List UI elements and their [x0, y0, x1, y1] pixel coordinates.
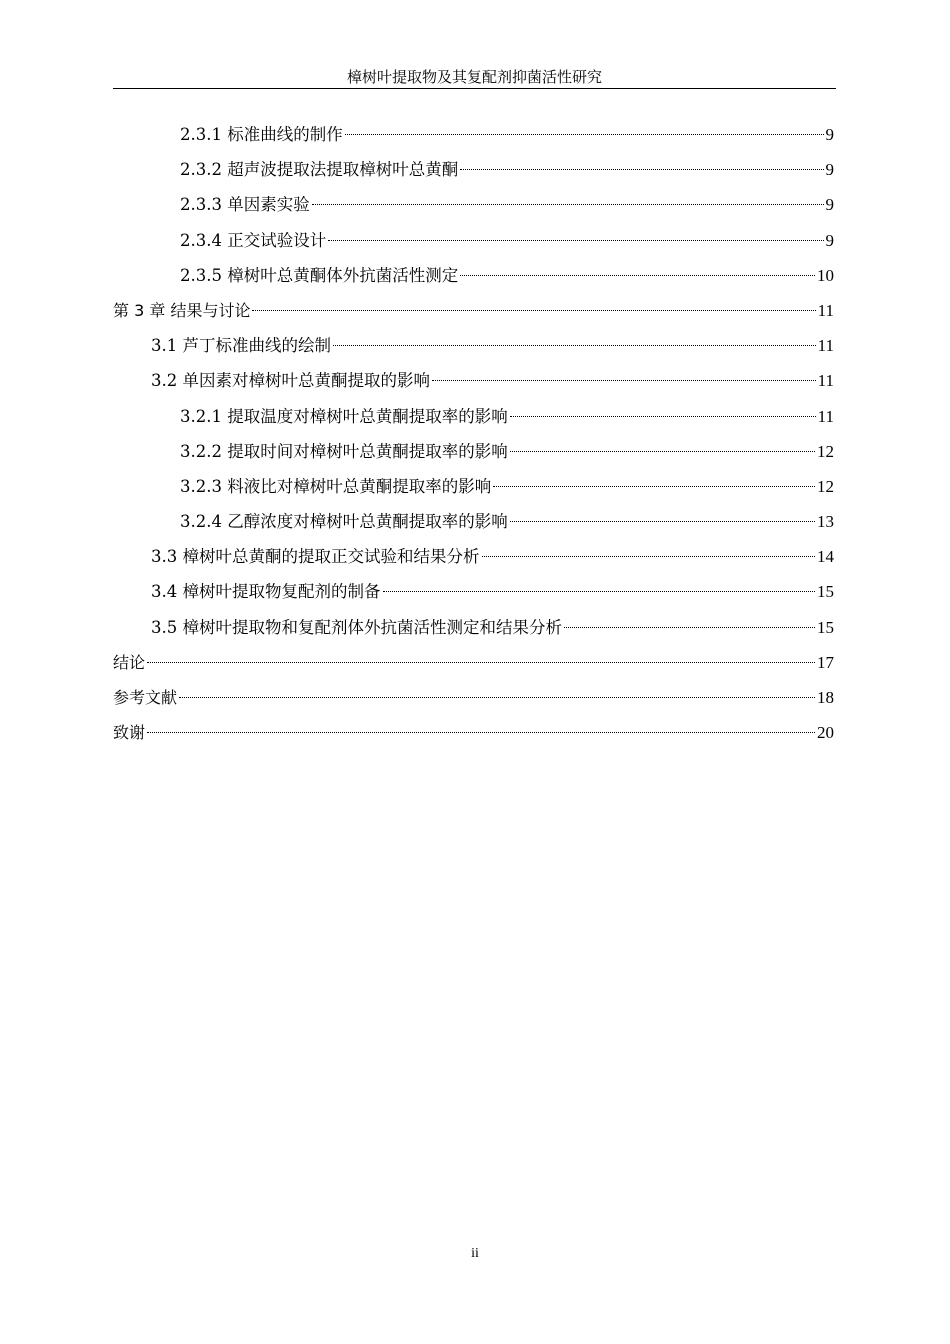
toc-entry-page: 17	[817, 652, 834, 672]
toc-entry-label: 3.1 芦丁标准曲线的绘制	[151, 336, 331, 356]
toc-entry-page: 15	[817, 617, 834, 637]
toc-entry-page: 9	[825, 125, 834, 144]
toc-entry-page: 12	[817, 476, 834, 496]
toc-dot-leader	[510, 521, 815, 522]
toc-entry-label: 3.2 单因素对樟树叶总黄酮提取的影响	[151, 371, 430, 391]
toc-dot-leader	[333, 345, 816, 346]
toc-entry-page: 11	[817, 406, 834, 426]
toc-entry[interactable]	[113, 293, 834, 328]
toc-entry[interactable]	[113, 680, 834, 715]
toc-dot-leader	[510, 416, 816, 417]
toc-entry-label: 3.2.1 提取温度对樟树叶总黄酮提取率的影响	[180, 406, 508, 426]
toc-entry[interactable]	[113, 469, 834, 504]
toc-entry-label: 3.5 樟树叶提取物和复配剂体外抗菌活性测定和结果分析	[151, 617, 562, 637]
toc-entry[interactable]	[113, 610, 834, 645]
toc-entry-label: 致谢	[113, 723, 146, 743]
toc-dot-leader	[312, 204, 824, 205]
toc-dot-leader	[564, 627, 815, 628]
toc-entry[interactable]	[113, 399, 834, 434]
toc-entry-page: 11	[817, 371, 834, 391]
toc-entry-page: 12	[817, 441, 834, 461]
toc-entry-label: 3.3 樟树叶总黄酮的提取正交试验和结果分析	[151, 547, 480, 567]
toc-entry-label: 2.3.4 正交试验设计	[180, 230, 327, 250]
toc-entry[interactable]	[113, 328, 834, 363]
toc-entry[interactable]	[113, 258, 834, 293]
running-header: 樟树叶提取物及其复配剂抑菌活性研究	[113, 66, 836, 89]
toc-entry[interactable]	[113, 363, 834, 398]
toc-entry-page: 11	[817, 300, 834, 320]
toc-entry-page: 9	[825, 195, 834, 215]
toc-entry-page: 9	[825, 160, 834, 180]
toc-entry[interactable]	[113, 645, 834, 680]
toc-entry[interactable]	[113, 152, 834, 187]
toc-entry-label: 第 3 章 结果与讨论	[113, 300, 251, 320]
toc-entry-page: 15	[817, 582, 834, 602]
toc-dot-leader	[383, 591, 816, 592]
toc-dot-leader	[252, 310, 815, 311]
toc-dot-leader	[460, 169, 823, 170]
toc-entry[interactable]	[113, 223, 834, 258]
toc-entry-page: 10	[817, 265, 834, 285]
toc-entry[interactable]	[113, 715, 834, 750]
toc-entry-page: 13	[817, 512, 834, 532]
toc-entry-label: 3.2.3 料液比对樟树叶总黄酮提取率的影响	[180, 476, 492, 496]
toc-entry-label: 3.2.4 乙醇浓度对樟树叶总黄酮提取率的影响	[180, 512, 508, 532]
toc-entry[interactable]	[113, 574, 834, 609]
toc-entry-label: 2.3.3 单因素实验	[180, 195, 310, 215]
toc-entry[interactable]	[113, 434, 834, 469]
toc-entry[interactable]	[113, 539, 834, 574]
toc-entry[interactable]	[113, 504, 834, 539]
toc-entry-label: 2.3.2 超声波提取法提取樟树叶总黄酮	[180, 160, 459, 180]
toc-entry[interactable]	[113, 187, 834, 222]
toc-dot-leader	[179, 697, 815, 698]
toc-dot-leader	[482, 556, 816, 557]
toc-dot-leader	[493, 486, 815, 487]
toc-entry-label: 2.3.1 标准曲线的制作	[180, 125, 343, 144]
toc-entry[interactable]	[113, 117, 834, 152]
toc-entry-page: 9	[825, 230, 834, 250]
toc-entry-page: 11	[817, 336, 834, 356]
toc-dot-leader	[147, 732, 815, 733]
toc-entry-page: 14	[817, 547, 834, 567]
toc-dot-leader	[328, 240, 823, 241]
toc-entry-label: 3.2.2 提取时间对樟树叶总黄酮提取率的影响	[180, 441, 508, 461]
toc-entry-label: 2.3.5 樟树叶总黄酮体外抗菌活性测定	[180, 265, 459, 285]
table-of-contents	[113, 117, 834, 750]
toc-entry-page: 18	[817, 688, 834, 707]
page-number: ii	[471, 1246, 479, 1261]
toc-dot-leader	[147, 662, 815, 663]
toc-entry-page: 20	[817, 723, 834, 743]
toc-entry-label: 结论	[113, 652, 146, 672]
toc-dot-leader	[432, 380, 816, 381]
toc-dot-leader	[510, 451, 815, 452]
toc-entry-label: 参考文献	[113, 688, 178, 707]
toc-dot-leader	[460, 275, 815, 276]
toc-entry-label: 3.4 樟树叶提取物复配剂的制备	[151, 582, 381, 602]
toc-dot-leader	[345, 134, 824, 135]
